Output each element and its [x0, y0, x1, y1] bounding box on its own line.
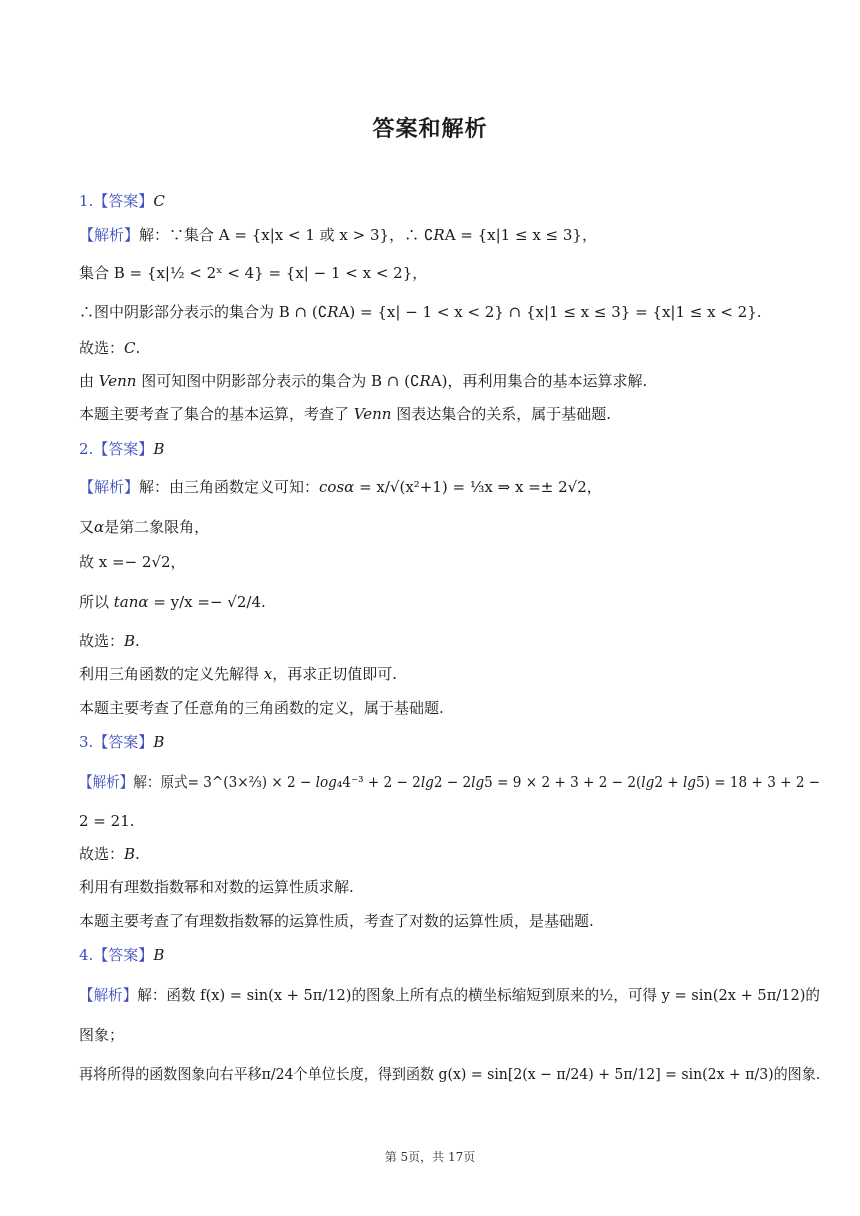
text-line [79, 190, 800, 212]
line-text: ₄4⁻³ + 2 − 2 [336, 773, 421, 791]
text-line [79, 663, 800, 685]
text-line [79, 516, 800, 538]
text-line [79, 337, 800, 359]
line-text: 解：由三角函数定义可知： [139, 478, 320, 496]
text-line [79, 370, 800, 392]
text-line [79, 1024, 800, 1046]
line-text: 5) = 18 + 3 + 2 − [695, 773, 821, 791]
line-text: 2 = 21. [79, 812, 135, 830]
line-text: 利用三角函数的定义先解得 [79, 665, 264, 683]
text-line [79, 876, 800, 898]
math-text: x [263, 665, 273, 683]
math-text: B [153, 440, 165, 458]
math-text: C [153, 192, 165, 210]
line-text: 又 [79, 518, 95, 536]
math-text: cosα [319, 478, 355, 496]
line-text: 故选： [79, 632, 125, 650]
line-text: A = {x|1 ≤ x ≤ 3}， [444, 226, 597, 244]
line-text: . [135, 632, 140, 650]
text-line [79, 810, 800, 832]
line-text: 是第二象限角， [104, 518, 210, 536]
text-line [79, 731, 800, 753]
text-line [79, 551, 800, 573]
line-text: ，再求正切值即可. [272, 665, 398, 683]
line-text: 解：函数 f(x) = sin(x + 5π/12)的图象上所有点的横坐标缩短到原来的½，可得 y = sin(2x + 5π/12)的 [137, 986, 820, 1004]
answer-label: 1.【答案】 [79, 192, 154, 210]
math-text: C [124, 339, 136, 357]
math-text: log [315, 773, 337, 791]
text-line [79, 224, 800, 246]
line-text: 故 x =− 2√2， [79, 553, 186, 571]
line-text: 2 − 2 [433, 773, 472, 791]
line-text: 图表达集合的关系，属于基础题. [391, 405, 611, 423]
line-text: ∴图中阴影部分表示的集合为 B ∩ (∁ [79, 303, 328, 321]
math-text: R [433, 226, 445, 244]
line-text: 集合 B = {x|½ < 2ˣ < 4} = {x| − 1 < x < 2}， [79, 264, 428, 282]
math-text: Venn [98, 372, 137, 390]
line-text: A)，再利用集合的基本运算求解. [430, 372, 648, 390]
math-text: R [419, 372, 431, 390]
math-text: B [124, 845, 136, 863]
line-text: . [135, 845, 140, 863]
text-line [79, 910, 800, 932]
line-text: 5 = 9 × 2 + 3 + 2 − 2( [484, 773, 642, 791]
math-text: lg [682, 773, 696, 791]
line-text: 利用有理数指数幂和对数的运算性质求解. [79, 878, 354, 896]
text-line [79, 697, 800, 719]
line-text: 本题主要考查了有理数指数幂的运算性质，考查了对数的运算性质，是基础题. [79, 912, 594, 930]
text-line [79, 1063, 821, 1085]
text-line [79, 944, 800, 966]
answer-label: 【解析】 [79, 986, 138, 1004]
line-text: 图象； [79, 1026, 125, 1044]
page-footer: 第 5页，共 17页 [384, 1150, 476, 1164]
math-text: B [153, 733, 165, 751]
line-text: 本题主要考查了集合的基本运算，考查了 [79, 405, 354, 423]
math-text: lg [641, 773, 655, 791]
line-text: 图可知图中阴影部分表示的集合为 B ∩ (∁ [136, 372, 420, 390]
answer-label: 2.【答案】 [79, 440, 154, 458]
line-text: A) = {x| − 1 < x < 2} ∩ {x|1 ≤ x ≤ 3} = {x|1 ≤ x < 2}. [338, 303, 762, 321]
line-text: 再将所得的函数图象向右平移π/24个单位长度，得到函数 g(x) = sin[2(x − π/24) + 5π/12] = sin(2x + π/3)的图象. [79, 1065, 821, 1083]
text-line [79, 771, 821, 793]
line-text: 故选： [79, 339, 125, 357]
math-text: Venn [353, 405, 392, 423]
text-line [79, 438, 800, 460]
text-line [79, 591, 800, 613]
answer-label: 【解析】 [79, 773, 134, 791]
answer-label: 【解析】 [79, 478, 140, 496]
line-text: . [135, 339, 141, 357]
math-text: R [327, 303, 339, 321]
math-text: lg [471, 773, 485, 791]
page-title: 答案和解析 [372, 117, 488, 142]
line-text: 本题主要考查了任意角的三角函数的定义，属于基础题. [79, 699, 444, 717]
line-text: 故选： [79, 845, 125, 863]
line-text: 解：原式= 3^(3×⅔) × 2 − [133, 773, 316, 791]
line-text: 所以 [79, 593, 114, 611]
text-line [79, 301, 800, 323]
answer-label: 3.【答案】 [79, 733, 154, 751]
text-line [79, 984, 820, 1006]
text-line [79, 476, 800, 498]
line-text: = y/x =− √2/4. [148, 593, 266, 611]
math-text: B [153, 946, 165, 964]
line-text: 由 [79, 372, 99, 390]
line-text: 2 + [654, 773, 683, 791]
answer-label: 【解析】 [79, 226, 140, 244]
line-text: = x/√(x²+1) = ⅓x ⇒ x =± 2√2， [354, 478, 602, 496]
text-line [79, 262, 800, 284]
math-text: tanα [113, 593, 149, 611]
math-text: α [94, 518, 105, 536]
text-line [79, 843, 800, 865]
answer-label: 4.【答案】 [79, 946, 154, 964]
math-text: lg [420, 773, 434, 791]
line-text: 解：∵集合 A = {x|x < 1 或 x > 3}，∴ ∁ [139, 226, 434, 244]
text-line [79, 403, 800, 425]
text-line [79, 630, 800, 652]
math-text: B [124, 632, 136, 650]
